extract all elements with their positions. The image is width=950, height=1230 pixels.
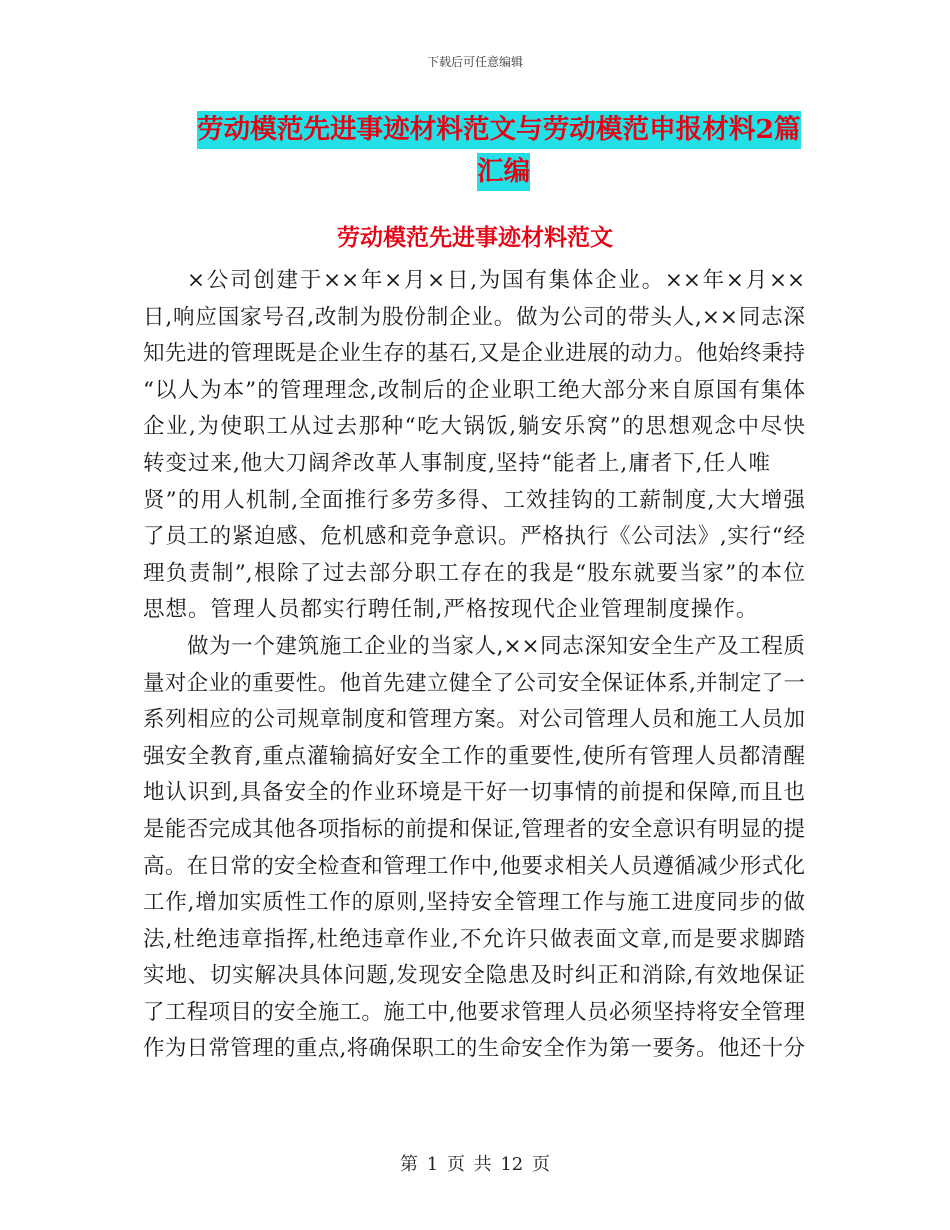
header-note: 下载后可任意编辑: [426, 55, 523, 69]
body-text: [143, 263, 805, 1068]
body-line: 了工程项目的安全施工。施工中,他要求管理人员必须坚持将安全管理: [143, 999, 805, 1025]
body-line: 贤”的用人机制,全面推行多劳多得、工效挂钩的工薪制度,大大增强: [143, 487, 805, 513]
body-line: 做为一个建筑施工企业的当家人,××同志深知安全生产及工程质: [187, 633, 805, 659]
body-line: 量对企业的重要性。他首先建立健全了公司安全保证体系,并制定了一: [143, 670, 805, 696]
body-line: 了员工的紧迫感、危机感和竞争意识。严格执行《公司法》,实行“经: [143, 524, 805, 550]
body-line: 企业,为使职工从过去那种“吃大锅饭,躺安乐窝”的思想观念中尽快: [143, 414, 805, 440]
body-line: 思想。管理人员都实行聘任制,严格按现代企业管理制度操作。: [143, 597, 759, 623]
body-line: 实地、切实解决具体问题,发现安全隐患及时纠正和消除,有效地保证: [143, 963, 805, 989]
title-line-1: 劳动模范先进事迹材料范文与劳动模范申报材料2篇: [197, 111, 801, 149]
body-line: ×公司创建于××年×月×日,为国有集体企业。××年×月××: [187, 268, 805, 293]
body-line: 法,杜绝违章指挥,杜绝违章作业,不允许只做表面文章,而是要求脚踏: [143, 926, 805, 952]
section-heading: 劳动模范先进事迹材料范文: [337, 224, 613, 251]
body-line: 日,响应国家号召,改制为股份制企业。做为公司的带头人,××同志深: [143, 304, 805, 330]
body-line: 知先进的管理既是企业生存的基石,又是企业进展的动力。他始终秉持: [143, 341, 805, 367]
body-line: 强安全教育,重点灌输搞好安全工作的重要性,使所有管理人员都清醒: [143, 743, 805, 769]
page-number-footer: 第 1 页 共 12 页: [400, 1154, 550, 1175]
paragraph: [143, 263, 805, 629]
body-line: 高。在日常的安全检查和管理工作中,他要求相关人员遵循减少形式化: [143, 853, 805, 879]
body-line: “以人为本”的管理理念,改制后的企业职工绝大部分来自原国有集体: [143, 377, 805, 403]
paragraph: [143, 629, 805, 1068]
body-line: 理负责制”,根除了过去部分职工存在的我是“股东就要当家”的本位: [143, 560, 805, 586]
body-line: 转变过来,他大刀阔斧改革人事制度,坚持“能者上,庸者下,任人唯: [143, 450, 770, 476]
body-line: 工作,增加实质性工作的原则,坚持安全管理工作与施工进度同步的做: [143, 890, 805, 916]
body-line: 是能否完成其他各项指标的前提和保证,管理者的安全意识有明显的提: [143, 816, 805, 842]
title-line-2: 汇编: [477, 153, 530, 191]
body-line: 系列相应的公司规章制度和管理方案。对公司管理人员和施工人员加: [143, 707, 805, 733]
body-line: 作为日常管理的重点,将确保职工的生命安全作为第一要务。他还十分: [143, 1036, 805, 1062]
body-line: 地认识到,具备安全的作业环境是干好一切事情的前提和保障,而且也: [143, 780, 805, 806]
